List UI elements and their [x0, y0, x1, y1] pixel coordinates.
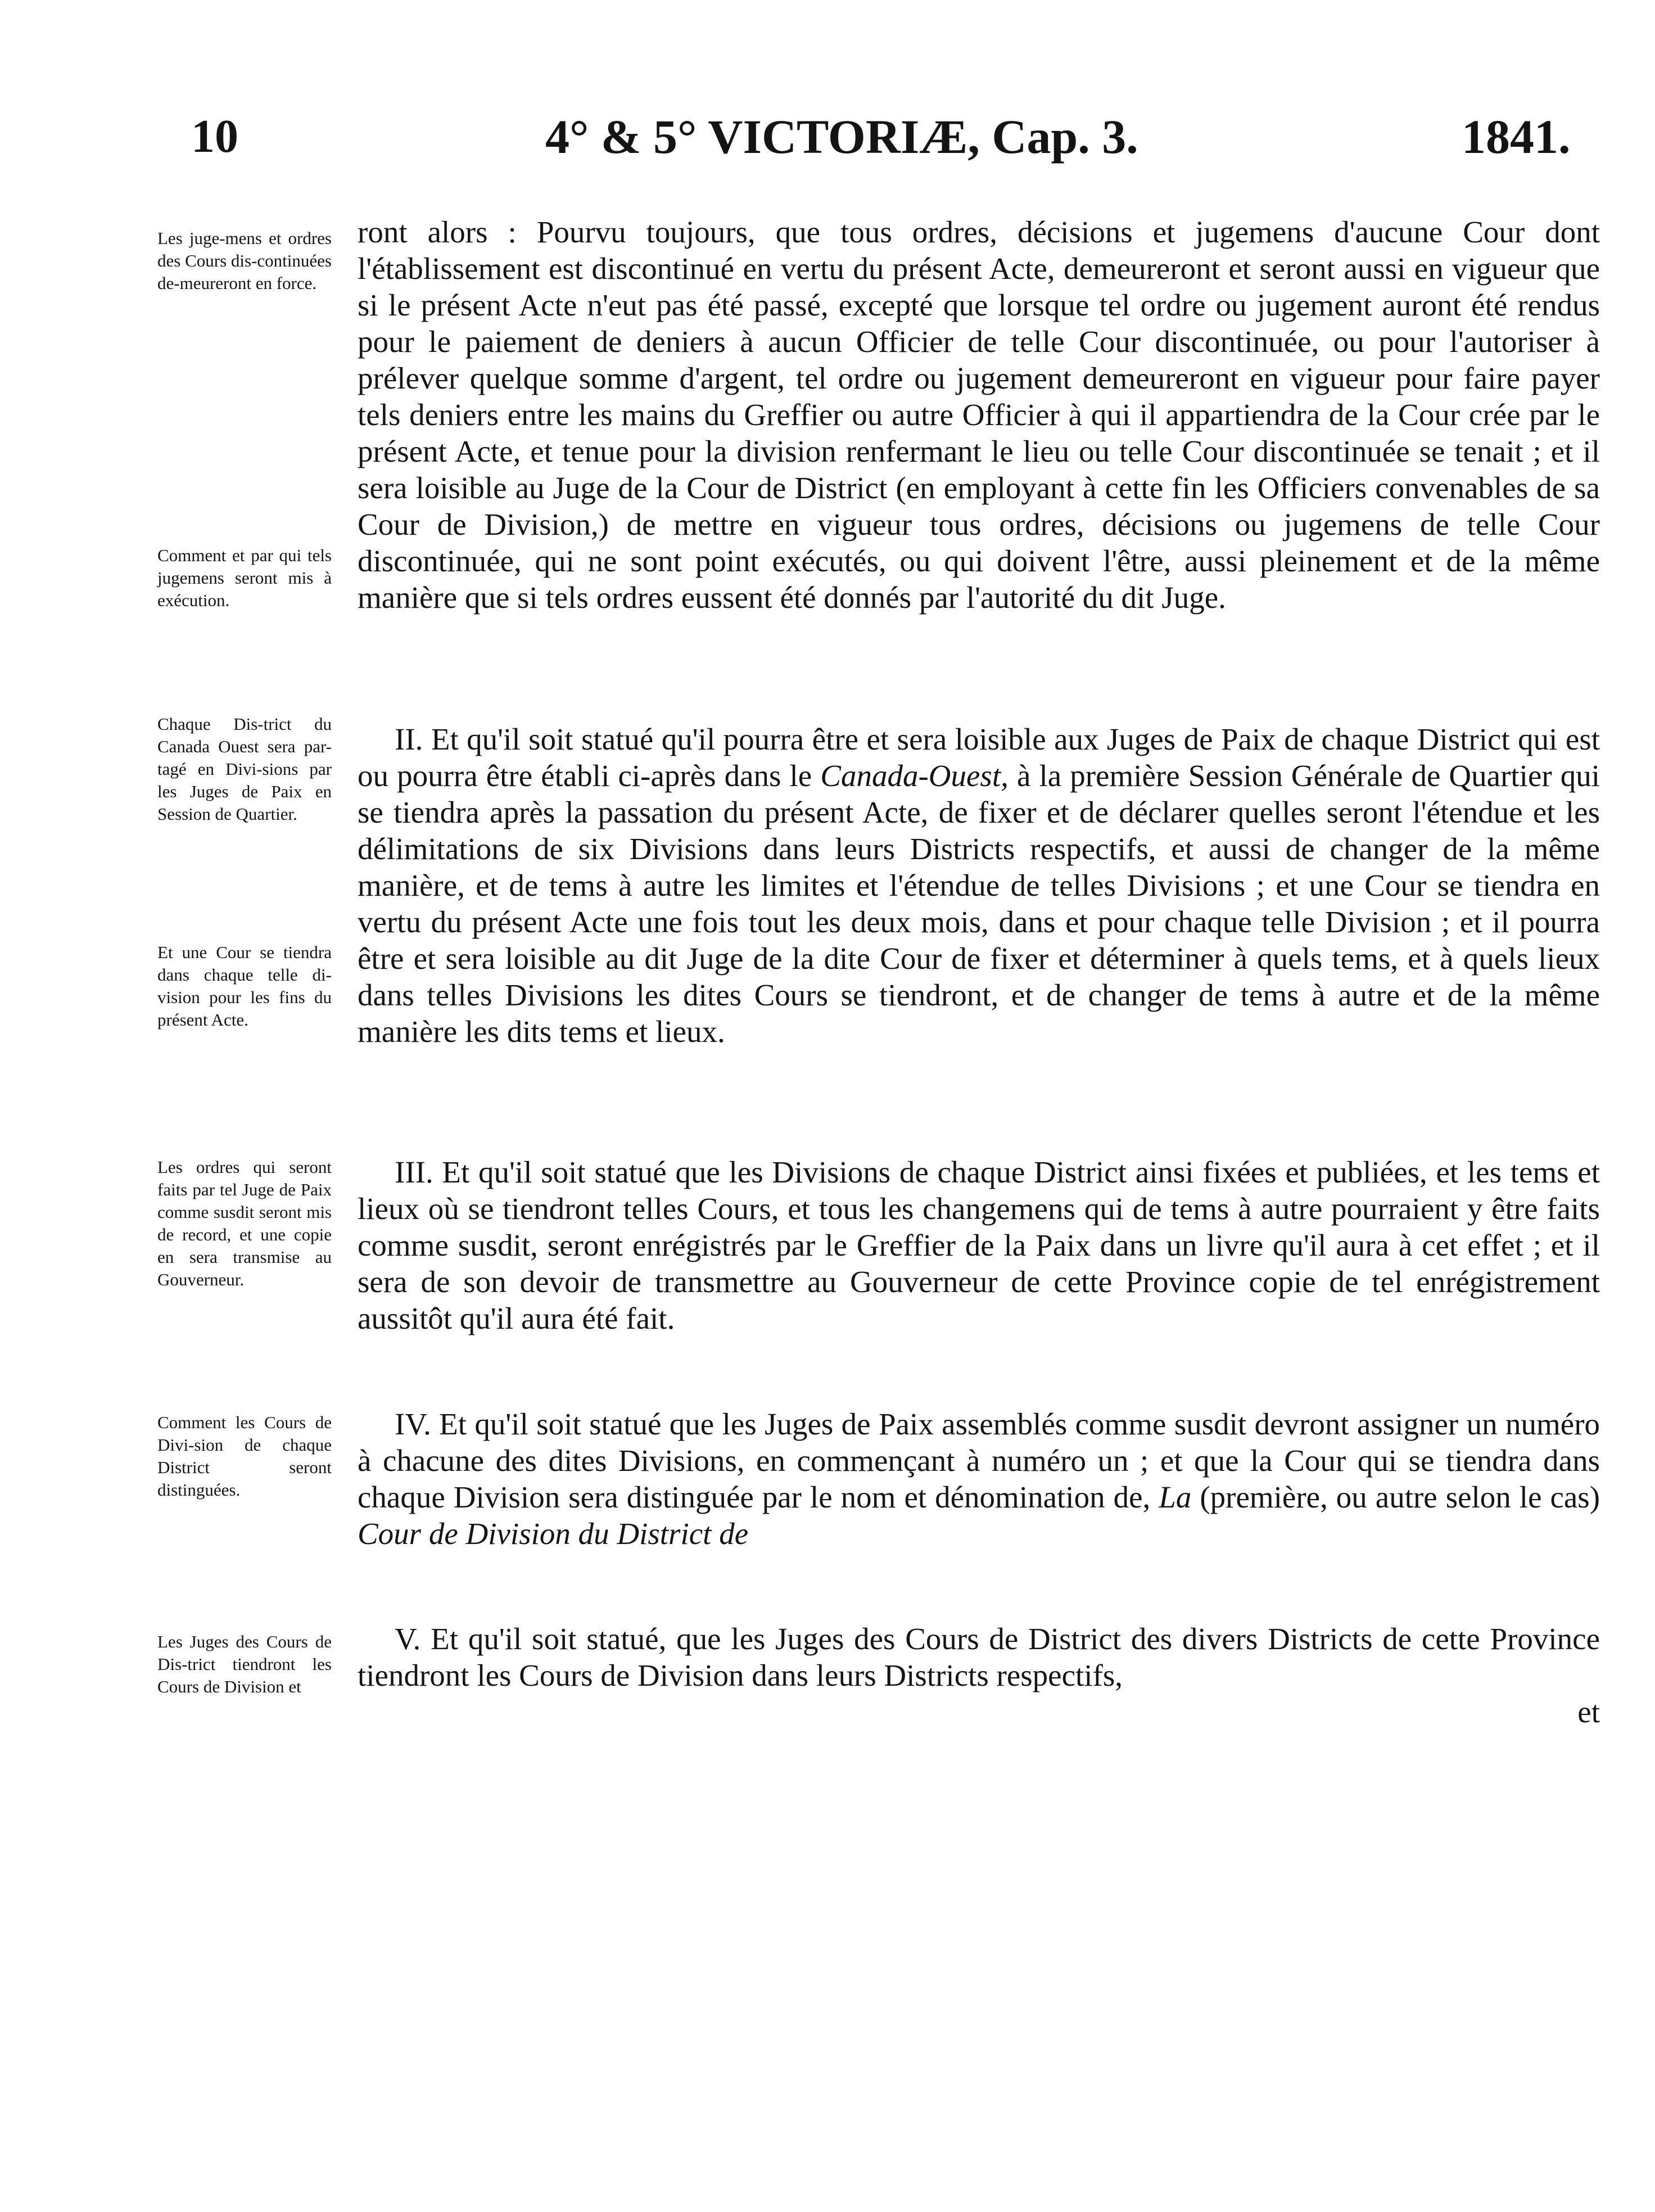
continuation-text: ront alors : Pourvu toujours, que tous ordres, décisions et jugemens d'aucune Cour dont l'établissement est discontinué en vertu du présent Acte, demeureront et seront aussi en vigueur que si le présent Acte n'eut pas été passé, excepté que lorsque tel ordre ou jugement auront été rendus pour le paiement de deniers à aucun Officier de telle Cour discontinuée, ou pour l'autoriser à prélever quelque somme d'argent, tel ordre ou jugement demeureront en vigueur pour faire payer tels deniers entre les mains du Greffier ou autre Officier à qui il appartiendra de la Cour crée par le présent Acte, et tenue pour la division renfermant le lieu ou telle Cour discontinuée se tenait ; et il sera loisible au Juge de la Cour de District (en employant à cette fin les Officiers convenables de sa Cour de Division,) de mettre en vigueur tous ordres, décisions ou jugemens de telle Cour discontinuée, qui ne sont point exécutés, ou qui doivent l'être, aussi pleinement et de la même manière que si tels ordres eussent été donnés par l'autorité du dit Juge.: [358, 215, 1600, 615]
margin-note-2: Comment et par qui tels jugemens seront mis à exécution.: [157, 545, 332, 610]
margin-note-5: Les ordres qui seront faits par tel Juge de Paix comme susdit seront mis de record, et une copie en sera transmise au Gouverneur.: [157, 1157, 332, 1289]
section-3: [358, 1154, 1600, 1337]
section-4-text-a: Et qu'il soit statué que les Juges de Paix assemblés comme susdit devront assigner un numéro à chacune des dites Divisions, en commençant à numéro un ; et que la Cour qui se tiendra dans chaque Division sera distinguée par le nom et dénomination de,: [358, 1407, 1600, 1514]
section-3-text: Et qu'il soit statué que les Divisions de chaque District ainsi fixées et publiées, et les tems et lieux où se tiendront telles Cours, et tous les changemens qui de tems à autre pourraient y être faits comme susdit, seront enrégistrés par le Greffier de la Paix dans un livre qu'il aura à cet effet ; et il sera de son devoir de transmettre au Gouverneur de cette Province copie de tel enrégistrement aussitôt qu'il aura été fait.: [358, 1155, 1600, 1335]
section-4-number: IV.: [395, 1407, 431, 1441]
margin-note-6: Comment les Cours de Divi-sion de chaque District seront distinguées.: [157, 1412, 332, 1500]
section-4: [358, 1406, 1600, 1552]
running-title: 4° & 5° VICTORIÆ, Cap. 3.: [545, 110, 1138, 164]
year: 1841.: [1462, 110, 1571, 164]
section-5: [358, 1620, 1600, 1730]
margin-note-1: Les juge-mens et ordres des Cours dis-continuées de-meureront en force.: [157, 228, 332, 293]
margin-note-7: Les Juges des Cours de Dis-trict tiendront les Cours de Division et: [157, 1632, 332, 1696]
section-2-number: II.: [395, 722, 423, 756]
margin-note-3: Chaque Dis-trict du Canada Ouest sera par-tagé en Divi-sions par les Juges de Paix en Session de Quartier.: [157, 714, 332, 824]
catchword: et: [1577, 1695, 1600, 1729]
section-2: [358, 721, 1600, 1050]
section-4-la: La: [1159, 1480, 1192, 1514]
page-number: 10: [191, 110, 238, 162]
running-header: [0, 106, 1655, 168]
section-4-court-name: Cour de Division du District de: [358, 1516, 749, 1551]
section-5-number: V.: [395, 1622, 421, 1656]
paragraph-continuation: [358, 214, 1600, 616]
section-2-place: Canada-Ouest,: [820, 759, 1009, 793]
section-3-number: III.: [395, 1155, 433, 1189]
section-2-text-b: à la première Session Générale de Quartier qui se tiendra après la passation du présent Acte, de fixer et de déclarer quelles seront l'étendue et les délimitations de six Divisions dans leurs Districts respectifs, et aussi de changer de la même manière, et de tems à autre les limites et l'étendue de telles Divisions ; et une Cour se tiendra en vertu du présent Acte une fois tout les deux mois, dans et pour chaque telle Division ; et il pourra être et sera loisible au dit Juge de la dite Cour de fixer et déterminer à quels tems, et à quels lieux dans telles Divisions les dites Cours se tiendront, et de changer de tems à autre et de la même manière les dits tems et lieux.: [358, 759, 1600, 1049]
margin-note-4: Et une Cour se tiendra dans chaque telle di-vision pour les fins du présent Acte.: [157, 942, 332, 1030]
section-4-text-b: (première, ou autre selon le cas): [1200, 1480, 1600, 1514]
section-5-text: Et qu'il soit statué, que les Juges des Cours de District des divers Districts de cette Province tiendront les Cours de Division dans leurs Districts respectifs,: [358, 1622, 1600, 1692]
section-2-text-a: Et qu'il soit statué qu'il pourra être et sera loisible aux Juges de Paix de chaque District qui est ou pourra être établi ci-après dans le: [358, 722, 1600, 793]
